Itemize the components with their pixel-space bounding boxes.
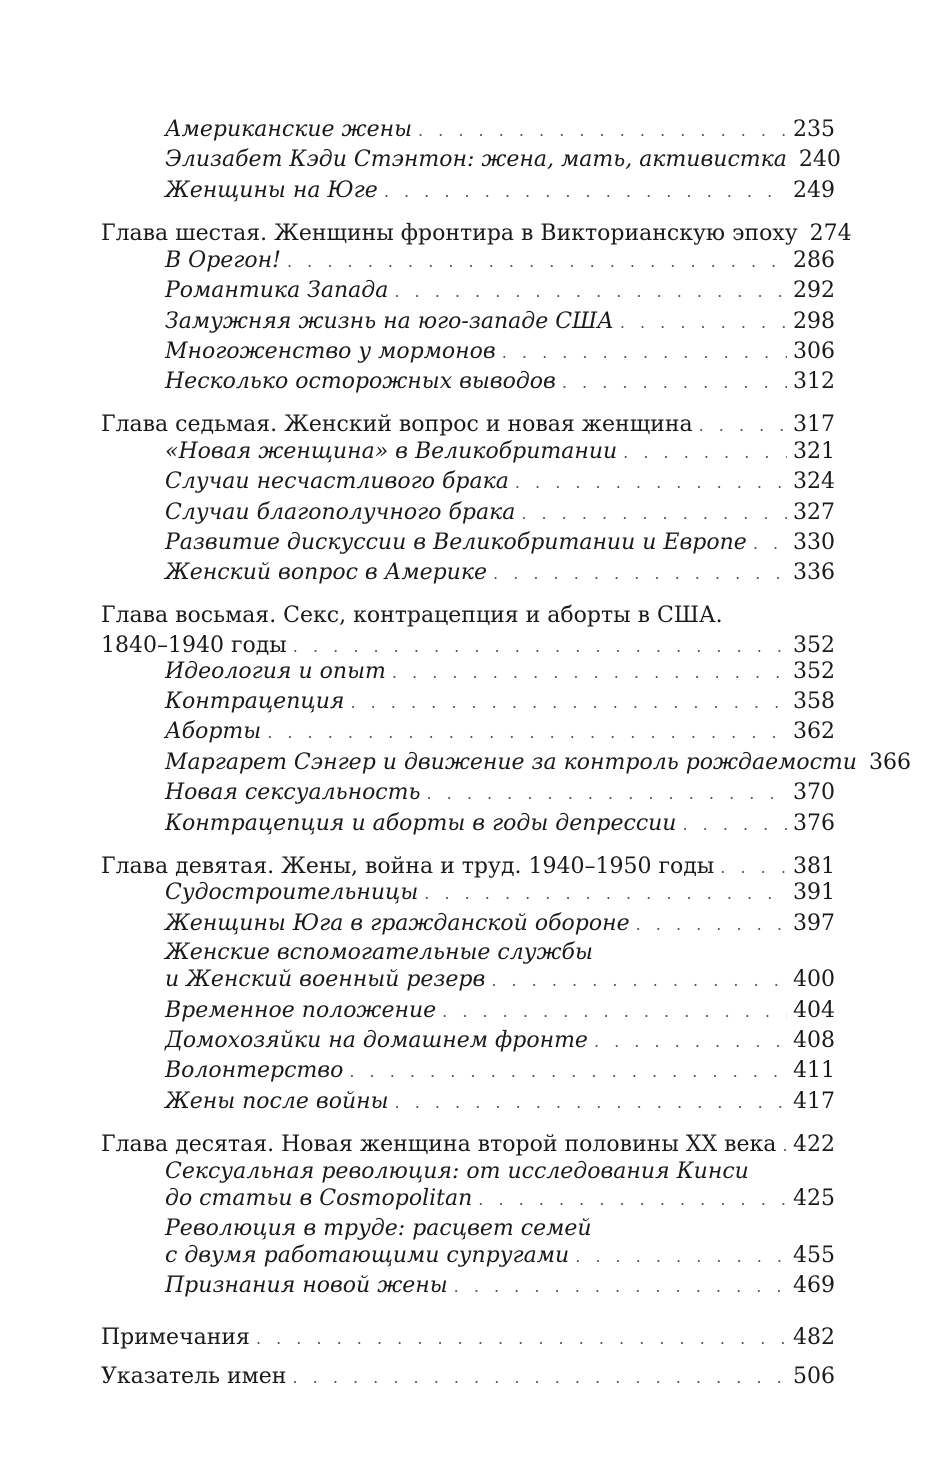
toc-entry-page: 455 xyxy=(793,1243,835,1268)
dot-leader xyxy=(394,277,787,307)
toc-entry-title: Случаи благополучного брака xyxy=(165,500,516,525)
toc-entry-title: с двумя работающими супругами xyxy=(165,1243,570,1268)
dot-leader xyxy=(682,810,787,840)
toc-entry-title: Волонтерство xyxy=(165,1058,344,1083)
toc-chapter-title: Глава восьмая. Секс, контрацепция и аборты в США. xyxy=(101,603,723,628)
toc-entry-title: Женские вспомогательные службы xyxy=(165,940,593,965)
toc-chapter xyxy=(101,601,835,631)
toc-entry xyxy=(165,115,835,145)
toc-entry xyxy=(165,938,835,968)
toc-entry-title: Развитие дискуссии в Великобритании и Европе xyxy=(165,530,747,555)
toc-entry-title: Революция в труде: расцвет семей xyxy=(165,1216,592,1241)
toc-entry xyxy=(165,467,835,497)
toc-entry-page: 352 xyxy=(793,659,835,684)
toc-entry-title: Контрацепция xyxy=(165,689,345,714)
toc-entry-title: Временное положение xyxy=(165,998,437,1023)
dot-leader xyxy=(478,1185,787,1215)
toc-entry xyxy=(165,1214,835,1244)
toc-entry-title: Жены после войны xyxy=(165,1089,389,1114)
toc-entry-page: 400 xyxy=(793,967,835,992)
toc-chapter-title: Указатель имен xyxy=(101,1364,287,1389)
toc-entry-page: 292 xyxy=(793,278,835,303)
dot-leader xyxy=(267,718,787,748)
toc-entry-title: Женщины Юга в гражданской обороне xyxy=(165,911,630,936)
dot-leader xyxy=(426,779,787,809)
dot-leader xyxy=(491,966,787,996)
toc-entry xyxy=(165,657,835,687)
toc-chapter xyxy=(101,1362,835,1392)
toc-entry-title: Признания новой жены xyxy=(165,1273,448,1298)
dot-leader xyxy=(392,658,787,688)
toc-entry xyxy=(165,1157,835,1187)
toc-entry xyxy=(165,717,835,747)
toc-entry-title: Идеология и опыт xyxy=(165,659,386,684)
dot-leader xyxy=(350,688,787,718)
toc-entry-page: 235 xyxy=(793,117,835,142)
dot-leader xyxy=(620,308,787,338)
dot-leader xyxy=(623,438,787,468)
dot-leader xyxy=(256,1324,787,1354)
toc-chapter-page: 352 xyxy=(793,633,835,658)
toc-entry-page: 312 xyxy=(793,369,835,394)
toc-entry-page: 366 xyxy=(868,750,911,775)
toc-entry-page: 362 xyxy=(793,719,835,744)
toc-entry-page: 411 xyxy=(793,1058,835,1083)
toc-chapter-page: 317 xyxy=(793,412,835,437)
toc-chapter-title: Примечания xyxy=(101,1325,250,1350)
toc-entry xyxy=(165,1241,835,1271)
dot-leader xyxy=(515,468,787,498)
toc-entry-page: 298 xyxy=(793,309,835,334)
toc-chapter xyxy=(101,1130,835,1160)
toc-entry-title: Аборты xyxy=(165,719,262,744)
toc-entry xyxy=(165,687,835,717)
toc-chapter-title: Глава девятая. Жены, война и труд. 1940–1950 годы xyxy=(101,854,715,879)
toc-entry xyxy=(165,809,835,839)
toc-entry-title: Романтика Запада xyxy=(165,278,389,303)
toc-entry-page: 249 xyxy=(793,178,835,203)
dot-leader xyxy=(384,177,787,207)
dot-leader xyxy=(753,529,787,559)
toc-entry xyxy=(165,778,835,808)
dot-leader xyxy=(287,247,787,277)
toc-chapter xyxy=(101,410,835,440)
toc-entry-page: 417 xyxy=(793,1089,835,1114)
toc-entry xyxy=(165,528,835,558)
toc-entry xyxy=(165,1056,835,1086)
dot-leader xyxy=(502,338,787,368)
toc-entry xyxy=(165,367,835,397)
dot-leader xyxy=(575,1242,787,1272)
toc-entry-title: и Женский военный резерв xyxy=(165,967,486,992)
toc-entry-page: 336 xyxy=(793,560,835,585)
toc-entry-page: 286 xyxy=(793,248,835,273)
toc-entry-title: В Орегон! xyxy=(165,248,281,273)
toc-entry-title: Женщины на Юге xyxy=(165,178,378,203)
toc-entry-title: Многоженство у мормонов xyxy=(165,339,496,364)
toc-entry xyxy=(165,909,835,939)
toc-entry xyxy=(165,337,835,367)
toc-entry xyxy=(165,246,835,276)
toc-entry-title: Маргарет Сэнгер и движение за контроль рождаемости xyxy=(165,750,857,775)
toc-entry-title: Домохозяйки на домашнем фронте xyxy=(165,1028,588,1053)
toc-entry xyxy=(165,176,835,206)
toc-entry-title: Судостроительницы xyxy=(165,880,419,905)
toc-entry xyxy=(165,1087,835,1117)
toc-chapter-title: 1840–1940 годы xyxy=(101,633,287,658)
toc-entry xyxy=(165,878,835,908)
toc-entry xyxy=(165,307,835,337)
toc-entry-page: 327 xyxy=(793,500,835,525)
toc-entry xyxy=(165,145,841,175)
toc-chapter-title: Глава десятая. Новая женщина второй половины XX века xyxy=(101,1132,777,1157)
toc-entry-page: 425 xyxy=(793,1186,835,1211)
toc-chapter xyxy=(101,1323,835,1353)
toc-entry-page: 306 xyxy=(793,339,835,364)
toc-entry xyxy=(165,1271,835,1301)
toc-entry-page: 391 xyxy=(793,880,835,905)
toc-entry xyxy=(165,1026,835,1056)
dot-leader xyxy=(424,879,787,909)
toc-entry-page: 370 xyxy=(793,780,835,805)
dot-leader xyxy=(454,1272,787,1302)
toc-chapter-page: 274 xyxy=(809,221,852,246)
toc-entry xyxy=(165,748,911,778)
dot-leader xyxy=(395,1088,787,1118)
toc-entry-title: Элизабет Кэди Стэнтон: жена, мать, активистка xyxy=(165,147,787,172)
dot-leader xyxy=(442,997,787,1027)
dot-leader xyxy=(562,368,787,398)
toc-chapter-title: Глава седьмая. Женский вопрос и новая женщина xyxy=(101,412,693,437)
toc-entry-title: Новая сексуальность xyxy=(165,780,421,805)
dot-leader xyxy=(292,1363,787,1393)
toc-entry-title: Сексуальная революция: от исследования Кинси xyxy=(165,1159,749,1184)
toc-entry xyxy=(165,498,835,528)
toc-entry-page: 324 xyxy=(793,469,835,494)
toc-entry-page: 240 xyxy=(798,147,841,172)
dot-leader xyxy=(521,499,787,529)
toc-chapter xyxy=(101,219,852,249)
toc-entry-page: 408 xyxy=(793,1028,835,1053)
toc-entry-title: Женский вопрос в Америке xyxy=(165,560,488,585)
toc-entry xyxy=(165,437,835,467)
toc-entry xyxy=(165,276,835,306)
toc-entry xyxy=(165,996,835,1026)
toc-entry-page: 321 xyxy=(793,439,835,464)
dot-leader xyxy=(636,910,787,940)
toc-entry-title: Американские жены xyxy=(165,117,412,142)
toc-entry-page: 469 xyxy=(793,1273,835,1298)
toc-entry-title: Замужняя жизнь на юго-западе США xyxy=(165,309,614,334)
toc-entry-page: 358 xyxy=(793,689,835,714)
dot-leader xyxy=(349,1057,787,1087)
toc-entry-title: Контрацепция и аборты в годы депрессии xyxy=(165,811,677,836)
toc-chapter-page: 482 xyxy=(793,1325,835,1350)
toc-entry-title: «Новая женщина» в Великобритании xyxy=(165,439,618,464)
toc-chapter-page: 422 xyxy=(793,1132,835,1157)
toc-chapter-page: 506 xyxy=(793,1364,835,1389)
toc-entry-page: 330 xyxy=(793,530,835,555)
toc-entry-title: до статьи в Cosmopolitan xyxy=(165,1186,473,1211)
toc-chapter-title: Глава шестая. Женщины фронтира в Викторианскую эпоху xyxy=(101,221,798,246)
dot-leader xyxy=(594,1027,787,1057)
toc-chapter-page: 381 xyxy=(793,854,835,879)
toc-entry-page: 404 xyxy=(793,998,835,1023)
toc-entry xyxy=(165,965,835,995)
toc-entry-title: Несколько осторожных выводов xyxy=(165,369,556,394)
dot-leader xyxy=(418,116,787,146)
toc-entry xyxy=(165,558,835,588)
toc-entry-page: 397 xyxy=(793,911,835,936)
toc-entry xyxy=(165,1184,835,1214)
toc-entry-page: 376 xyxy=(793,811,835,836)
dot-leader xyxy=(493,559,787,589)
toc-entry-title: Случаи несчастливого брака xyxy=(165,469,509,494)
